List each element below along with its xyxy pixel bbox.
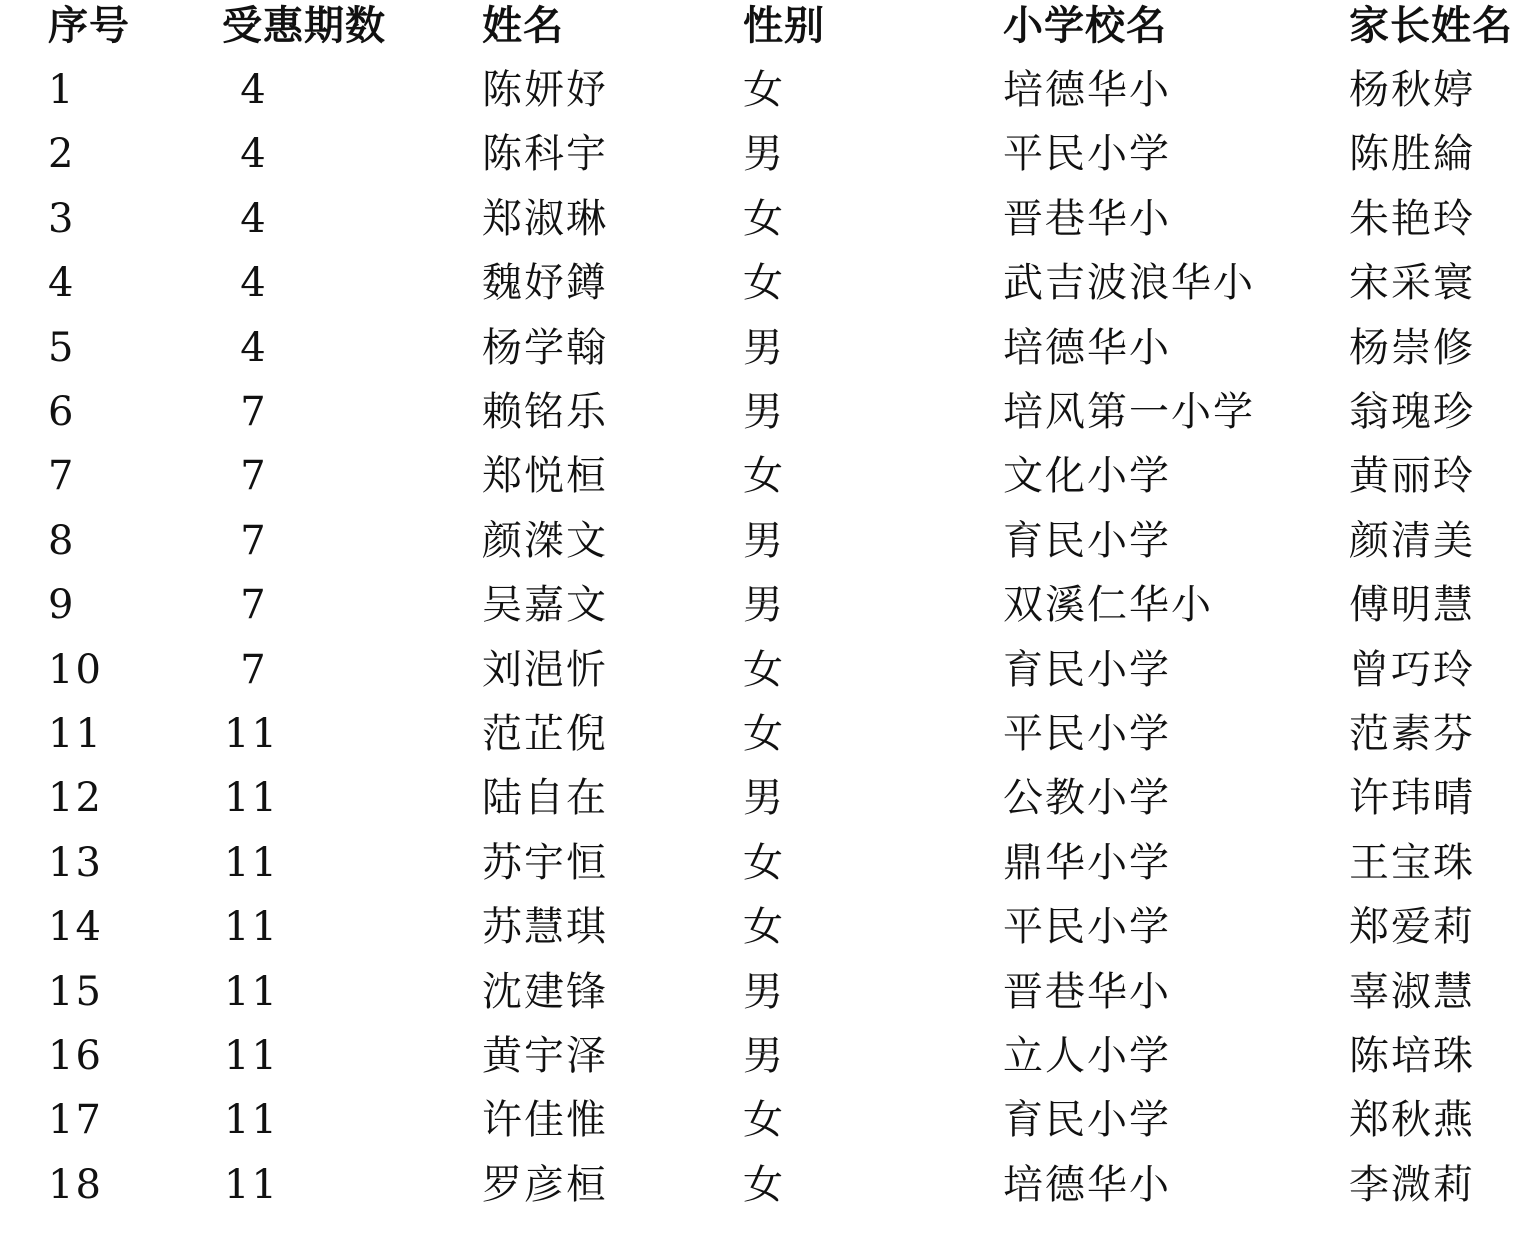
cell-name: 魏妤鐏 [482,260,608,306]
cell-parent: 黄丽玲 [1349,453,1475,499]
cell-period: 11 [224,1097,279,1143]
cell-parent: 傅明慧 [1349,582,1475,628]
cell-gender: 男 [743,969,785,1015]
cell-period: 4 [240,260,268,306]
cell-gender: 女 [743,904,785,950]
cell-name: 苏慧琪 [482,904,608,950]
table-row [0,251,1536,315]
table-row [0,380,1536,444]
table-row [0,1024,1536,1088]
cell-parent: 陈培珠 [1349,1033,1475,1079]
cell-parent: 曾巧玲 [1349,647,1475,693]
table-row [0,638,1536,702]
header-no: 序号 [48,3,130,49]
cell-no: 14 [48,904,103,950]
table-row [0,187,1536,251]
cell-name: 罗彦桓 [482,1162,608,1208]
cell-parent: 辜淑慧 [1349,969,1475,1015]
cell-period: 7 [240,647,268,693]
cell-period: 11 [224,1162,279,1208]
cell-no: 15 [48,969,103,1015]
cell-period: 11 [224,904,279,950]
cell-parent: 王宝珠 [1349,840,1475,886]
cell-no: 9 [48,582,76,628]
cell-name: 郑淑琳 [482,196,608,242]
cell-gender: 女 [743,711,785,757]
cell-no: 16 [48,1033,103,1079]
cell-name: 许佳惟 [482,1097,608,1143]
cell-period: 7 [240,453,268,499]
table-row [0,960,1536,1024]
table-row [0,766,1536,830]
cell-parent: 杨崇修 [1349,325,1475,371]
cell-name: 吴嘉文 [482,582,608,628]
cell-school: 培德华小 [1003,325,1171,371]
cell-period: 7 [240,518,268,564]
cell-period: 11 [224,775,279,821]
header-name: 姓名 [482,3,564,49]
cell-parent: 许玮晴 [1349,775,1475,821]
cell-school: 平民小学 [1003,904,1171,950]
cell-school: 培风第一小学 [1003,389,1255,435]
cell-period: 4 [240,196,268,242]
cell-parent: 陈胜綸 [1349,131,1475,177]
cell-name: 杨学翰 [482,325,608,371]
cell-name: 陈科宇 [482,131,608,177]
cell-period: 4 [240,131,268,177]
cell-school: 培德华小 [1003,67,1171,113]
cell-no: 7 [48,453,76,499]
cell-school: 平民小学 [1003,131,1171,177]
cell-school: 育民小学 [1003,647,1171,693]
cell-no: 18 [48,1162,103,1208]
table-row [0,1088,1536,1152]
cell-name: 沈建锋 [482,969,608,1015]
cell-no: 3 [48,196,76,242]
cell-parent: 杨秋婷 [1349,67,1475,113]
cell-gender: 女 [743,1097,785,1143]
header-gender: 性别 [743,3,825,49]
cell-parent: 宋采寰 [1349,260,1475,306]
cell-school: 鼎华小学 [1003,840,1171,886]
cell-no: 10 [48,647,103,693]
cell-no: 13 [48,840,103,886]
cell-gender: 女 [743,1162,785,1208]
table-row [0,58,1536,122]
cell-name: 赖铭乐 [482,389,608,435]
cell-period: 7 [240,389,268,435]
cell-name: 刘浥忻 [482,647,608,693]
table-header-row [0,0,1536,58]
cell-parent: 颜清美 [1349,518,1475,564]
table-row [0,1153,1536,1217]
table-row [0,444,1536,508]
cell-parent: 郑秋燕 [1349,1097,1475,1143]
table-row [0,509,1536,573]
cell-parent: 翁瑰珍 [1349,389,1475,435]
cell-no: 11 [48,711,103,757]
table-row [0,702,1536,766]
cell-gender: 女 [743,196,785,242]
cell-name: 范芷倪 [482,711,608,757]
cell-gender: 男 [743,1033,785,1079]
cell-no: 12 [48,775,103,821]
cell-name: 苏宇恒 [482,840,608,886]
cell-gender: 男 [743,582,785,628]
table-row [0,316,1536,380]
cell-school: 公教小学 [1003,775,1171,821]
cell-no: 2 [48,131,76,177]
cell-gender: 男 [743,389,785,435]
header-parent: 家长姓名 [1349,3,1513,49]
cell-no: 4 [48,260,76,306]
cell-no: 17 [48,1097,103,1143]
cell-gender: 女 [743,453,785,499]
cell-period: 7 [240,582,268,628]
cell-school: 晋巷华小 [1003,969,1171,1015]
cell-school: 培德华小 [1003,1162,1171,1208]
cell-period: 4 [240,325,268,371]
table-row [0,831,1536,895]
cell-period: 11 [224,1033,279,1079]
cell-name: 郑悦桓 [482,453,608,499]
cell-school: 立人小学 [1003,1033,1171,1079]
table-row [0,122,1536,186]
cell-name: 陈妍妤 [482,67,608,113]
cell-name: 陆自在 [482,775,608,821]
cell-parent: 郑爱莉 [1349,904,1475,950]
cell-no: 1 [48,67,76,113]
cell-gender: 女 [743,840,785,886]
table-row [0,895,1536,959]
cell-school: 武吉波浪华小 [1003,260,1255,306]
cell-no: 5 [48,325,76,371]
cell-gender: 男 [743,518,785,564]
cell-no: 8 [48,518,76,564]
cell-school: 双溪仁华小 [1003,582,1213,628]
cell-period: 11 [224,969,279,1015]
cell-period: 11 [224,711,279,757]
cell-gender: 男 [743,131,785,177]
cell-gender: 女 [743,647,785,693]
cell-school: 文化小学 [1003,453,1171,499]
table-row [0,573,1536,637]
cell-school: 平民小学 [1003,711,1171,757]
cell-parent: 范素芬 [1349,711,1475,757]
cell-gender: 女 [743,260,785,306]
cell-no: 6 [48,389,76,435]
cell-gender: 男 [743,325,785,371]
cell-school: 晋巷华小 [1003,196,1171,242]
cell-name: 颜滐文 [482,518,608,564]
cell-parent: 李溦莉 [1349,1162,1475,1208]
cell-school: 育民小学 [1003,518,1171,564]
cell-period: 11 [224,840,279,886]
header-school: 小学校名 [1003,3,1167,49]
cell-gender: 男 [743,775,785,821]
cell-parent: 朱艳玲 [1349,196,1475,242]
cell-name: 黄宇泽 [482,1033,608,1079]
cell-school: 育民小学 [1003,1097,1171,1143]
cell-period: 4 [240,67,268,113]
header-period: 受惠期数 [222,3,386,49]
cell-gender: 女 [743,67,785,113]
